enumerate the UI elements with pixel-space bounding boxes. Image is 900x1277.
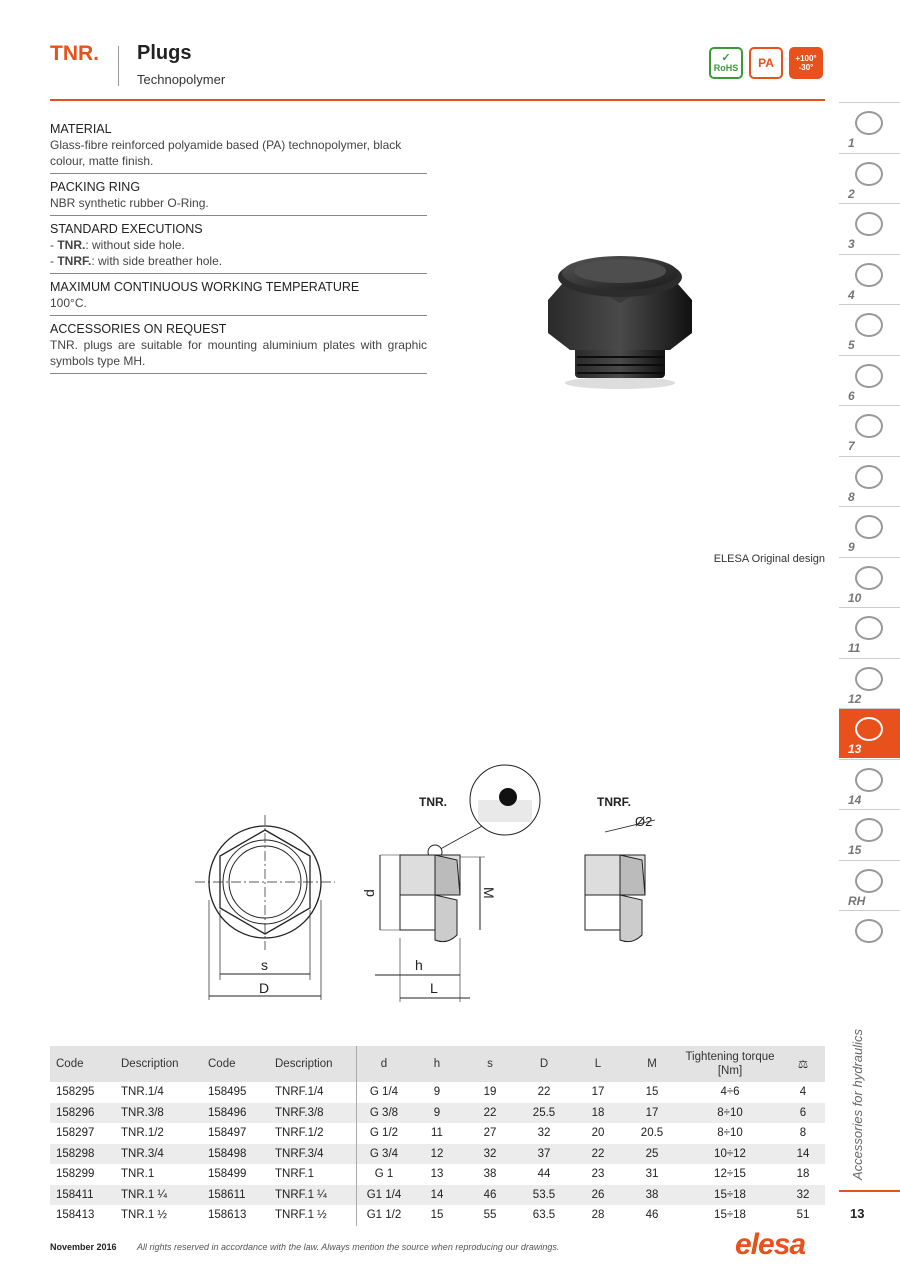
table-cell: 158413 (56, 1209, 95, 1222)
section-divider (50, 373, 427, 374)
tab-11[interactable] (839, 607, 900, 657)
executions-heading: STANDARD EXECUTIONS (50, 222, 203, 236)
table-cell: TNRF.3/4 (269, 1144, 357, 1165)
table-cell: 53.5 (517, 1185, 571, 1206)
table-cell: 63.5 (532, 1209, 556, 1222)
tab-2[interactable] (839, 153, 900, 203)
table-cell: G 3/4 (357, 1144, 412, 1165)
dim-s: s (261, 957, 268, 973)
table-cell: 158498 (202, 1144, 269, 1165)
front-view (195, 815, 335, 1000)
table-cell: 158295 (56, 1086, 95, 1099)
tab-number: 13 (848, 742, 862, 756)
breather-hole-dia: Ø2 (635, 814, 653, 829)
category-icon (855, 465, 883, 489)
table-cell: 15÷18 (679, 1185, 781, 1206)
category-icon (855, 818, 883, 842)
execution-code: TNR. (57, 238, 86, 252)
footer-note: All rights reserved in accordance with the law. Always mention the source when reproducing our drawings. (137, 1242, 560, 1252)
table-cell: 158411 (50, 1185, 115, 1206)
product-photo (540, 245, 700, 395)
table-cell: G1 1/2 (357, 1205, 412, 1226)
table-cell: TNR.1 ½ (121, 1209, 168, 1222)
table-row (50, 1185, 825, 1206)
spec-table (50, 1046, 825, 1226)
table-cell: 51 (796, 1209, 810, 1222)
tab-number: 4 (848, 287, 855, 302)
table-cell: 158297 (56, 1127, 95, 1140)
design-note: ELESA Original design (713, 553, 825, 565)
tnr-label: TNR. (419, 795, 447, 809)
tab-number: 14 (848, 792, 862, 807)
section-divider (50, 173, 427, 174)
section-divider (50, 215, 427, 216)
table-cell: 23 (591, 1168, 605, 1181)
rohs-badge (709, 47, 743, 79)
col-d: d (357, 1046, 412, 1082)
table-cell: 14 (781, 1144, 825, 1165)
table-cell: 44 (537, 1168, 551, 1181)
table-cell: 158613 (208, 1209, 247, 1222)
table-cell: 38 (483, 1168, 497, 1181)
temperature-section (50, 279, 427, 311)
table-cell: 158496 (202, 1103, 269, 1124)
tab-number: 7 (848, 439, 855, 453)
executions-section (50, 221, 427, 269)
tab-number: 2 (848, 186, 855, 201)
packing-section (50, 179, 427, 211)
material-text: Glass-fibre reinforced polyamide based (PA) technopolymer, black colour, matte finish. (50, 138, 402, 168)
tab-RH[interactable] (839, 860, 900, 910)
tab-number: 11 (848, 641, 861, 655)
table-cell: 9 (411, 1103, 463, 1124)
col-description-tnr: Description (115, 1046, 202, 1082)
table-cell: 32 (537, 1127, 551, 1140)
table-cell: 38 (625, 1185, 679, 1206)
tab-3[interactable] (839, 203, 900, 253)
table-cell: 4÷6 (720, 1086, 740, 1099)
execution-code: TNRF. (57, 254, 92, 268)
dim-M: M (481, 887, 497, 899)
table-cell: 46 (463, 1185, 517, 1206)
category-icon (855, 869, 883, 893)
table-cell: 13 (430, 1168, 444, 1181)
table-row (50, 1164, 825, 1185)
table-cell: 158298 (50, 1144, 115, 1165)
tab-number: 8 (848, 489, 855, 504)
temperature-badge (789, 47, 823, 79)
side-label: Accessories for hydraulics (850, 1029, 865, 1180)
table-cell: 27 (483, 1127, 497, 1140)
product-code: TNR. (50, 42, 99, 65)
category-icon (855, 768, 883, 792)
tab-9[interactable] (839, 506, 900, 556)
table-cell: TNRF.3/8 (269, 1103, 357, 1124)
col-M: M (625, 1046, 679, 1082)
header-separator (118, 46, 119, 86)
category-icon (855, 263, 883, 287)
table-cell: 25.5 (517, 1103, 571, 1124)
table-row (50, 1082, 825, 1103)
table-cell: TNR.1 (121, 1168, 155, 1181)
tab-1[interactable] (839, 102, 900, 152)
tab-5[interactable] (839, 304, 900, 354)
table-cell: 12÷15 (714, 1168, 746, 1181)
table-cell: TNRF.1 ¼ (269, 1185, 357, 1206)
table-cell: 25 (625, 1144, 679, 1165)
execution-text: : with side breather hole. (91, 254, 223, 268)
temp-high: +100° (795, 54, 817, 63)
tab-13[interactable] (839, 708, 900, 758)
table-cell: 17 (591, 1086, 605, 1099)
tab-14[interactable] (839, 759, 900, 809)
table-row (50, 1144, 825, 1165)
table-cell: TNR.1/2 (121, 1127, 164, 1140)
table-cell: TNR.1 ¼ (115, 1185, 202, 1206)
table-cell: G 1/4 (357, 1082, 412, 1103)
table-cell: 19 (483, 1086, 497, 1099)
tab-number: 15 (848, 843, 862, 857)
category-icon (855, 515, 883, 539)
table-cell: 28 (591, 1209, 605, 1222)
table-cell: 32 (463, 1144, 517, 1165)
tab-number: 12 (848, 691, 862, 706)
tab-12[interactable] (839, 658, 900, 708)
category-icon (855, 566, 883, 590)
table-cell: 46 (645, 1209, 659, 1222)
dim-h: h (415, 957, 423, 973)
table-cell: 17 (625, 1103, 679, 1124)
col-L: L (571, 1046, 625, 1082)
packing-heading: PACKING RING (50, 180, 141, 194)
tab-tools[interactable] (839, 910, 900, 960)
tab-number: 9 (848, 540, 855, 554)
category-icon (855, 364, 883, 388)
tnrf-section-view (585, 795, 655, 942)
check-icon: ✓ (721, 52, 731, 64)
dim-L: L (430, 980, 438, 996)
table-cell: 158497 (208, 1127, 247, 1140)
rohs-label: RoHS (713, 63, 739, 73)
table-cell: 11 (431, 1127, 443, 1140)
table-cell: TNRF.1 ½ (275, 1209, 327, 1222)
table-cell: 20 (591, 1127, 605, 1140)
table-cell: 9 (433, 1086, 441, 1099)
table-cell: 20.5 (640, 1127, 664, 1140)
packing-text: NBR synthetic rubber O-Ring. (50, 196, 209, 210)
tab-8[interactable] (839, 456, 900, 506)
tab-7[interactable] (839, 405, 900, 455)
execution-text: : without side hole. (85, 238, 185, 252)
category-icon (855, 616, 883, 640)
table-cell: 8÷10 (717, 1127, 743, 1140)
table-cell: 15 (430, 1209, 444, 1222)
table-cell: G 1/2 (357, 1123, 412, 1144)
category-icon (855, 111, 883, 135)
material-badge: PA (749, 47, 783, 79)
table-cell: 18 (796, 1168, 810, 1181)
col-h: h (411, 1046, 463, 1082)
table-cell: TNRF.1 (275, 1168, 314, 1181)
table-cell: 10÷12 (679, 1144, 781, 1165)
accessories-section (50, 321, 427, 369)
table-cell: TNR.1/4 (121, 1086, 164, 1099)
page-title: Plugs (137, 42, 192, 64)
table-cell: TNRF.1/4 (275, 1086, 324, 1099)
weight-icon: ⚖ (781, 1046, 825, 1082)
footer-date: November 2016 (50, 1242, 117, 1252)
tab-number: 5 (848, 338, 855, 352)
tab-6[interactable] (839, 355, 900, 405)
table-cell: TNR.3/4 (115, 1144, 202, 1165)
table-cell: 14 (411, 1185, 463, 1206)
table-cell: TNRF.1/2 (275, 1127, 324, 1140)
table-cell: 158495 (208, 1086, 247, 1099)
table-cell: 158299 (56, 1168, 95, 1181)
table-cell: G 1 (357, 1164, 412, 1185)
col-s: s (463, 1046, 517, 1082)
tnrf-label: TNRF. (597, 795, 631, 809)
temperature-text: 100°C. (50, 296, 87, 310)
category-icon (855, 414, 883, 438)
dim-D: D (259, 980, 270, 996)
col-torque: Tightening torque [Nm] (679, 1046, 781, 1082)
table-cell: 15÷18 (714, 1209, 746, 1222)
table-cell: 8 (799, 1127, 807, 1140)
col-code-tnr: Code (50, 1046, 115, 1082)
table-cell: TNR.3/8 (115, 1103, 202, 1124)
elesa-logo: elesa (735, 1228, 806, 1261)
execution-item: - TNR.: without side hole. (50, 238, 185, 252)
col-description-tnrf: Description (269, 1046, 357, 1082)
accessories-heading: ACCESSORIES ON REQUEST (50, 322, 227, 336)
table-row (50, 1205, 825, 1226)
table-cell: 18 (571, 1103, 625, 1124)
col-D: D (517, 1046, 571, 1082)
table-header-row (50, 1046, 825, 1082)
table-cell: 15 (645, 1086, 659, 1099)
side-rule (839, 1190, 900, 1192)
table-cell: 55 (483, 1209, 497, 1222)
material-heading: MATERIAL (50, 122, 112, 136)
header-rule (50, 99, 825, 101)
tab-number: 10 (848, 590, 862, 605)
table-cell: G 3/8 (357, 1103, 412, 1124)
tab-15[interactable] (839, 809, 900, 859)
tab-number: RH (848, 893, 866, 908)
tab-number: 3 (848, 237, 855, 251)
category-icon (855, 313, 883, 337)
table-row (50, 1123, 825, 1144)
category-icon (855, 212, 883, 236)
table-cell: 26 (571, 1185, 625, 1206)
table-cell: 8÷10 (679, 1103, 781, 1124)
tab-10[interactable] (839, 557, 900, 607)
material-section (50, 121, 427, 169)
table-cell: 158611 (202, 1185, 269, 1206)
table-cell: 31 (645, 1168, 659, 1181)
execution-item: - TNRF.: with side breather hole. (50, 254, 223, 268)
table-cell: 158296 (50, 1103, 115, 1124)
dim-d: d (361, 889, 377, 897)
tnr-section-view (361, 765, 540, 1002)
table-cell: 22 (537, 1086, 551, 1099)
section-divider (50, 273, 427, 274)
category-icon (855, 919, 883, 943)
tab-number: 6 (848, 388, 855, 403)
category-icon (855, 667, 883, 691)
table-cell: 22 (571, 1144, 625, 1165)
table-cell: 22 (463, 1103, 517, 1124)
technical-drawing (195, 760, 705, 1010)
tab-number: 1 (848, 136, 855, 150)
table-row (50, 1103, 825, 1124)
category-icon (855, 162, 883, 186)
temp-low: -30° (798, 63, 814, 72)
table-cell: 12 (411, 1144, 463, 1165)
col-code-tnrf: Code (202, 1046, 269, 1082)
temperature-heading: MAXIMUM CONTINUOUS WORKING TEMPERATURE (50, 280, 360, 294)
section-divider (50, 315, 427, 316)
accessories-text: TNR. plugs are suitable for mounting aluminium plates with graphic symbols type MH. (50, 338, 427, 368)
table-cell: 4 (799, 1086, 807, 1099)
page-subtitle: Technopolymer (137, 72, 226, 87)
table-cell: 158499 (208, 1168, 247, 1181)
table-cell: 32 (781, 1185, 825, 1206)
tab-4[interactable] (839, 254, 900, 304)
page-number: 13 (850, 1206, 865, 1221)
table-cell: 37 (517, 1144, 571, 1165)
table-cell: 6 (781, 1103, 825, 1124)
category-icon (855, 717, 883, 741)
table-cell: G1 1/4 (357, 1185, 412, 1206)
